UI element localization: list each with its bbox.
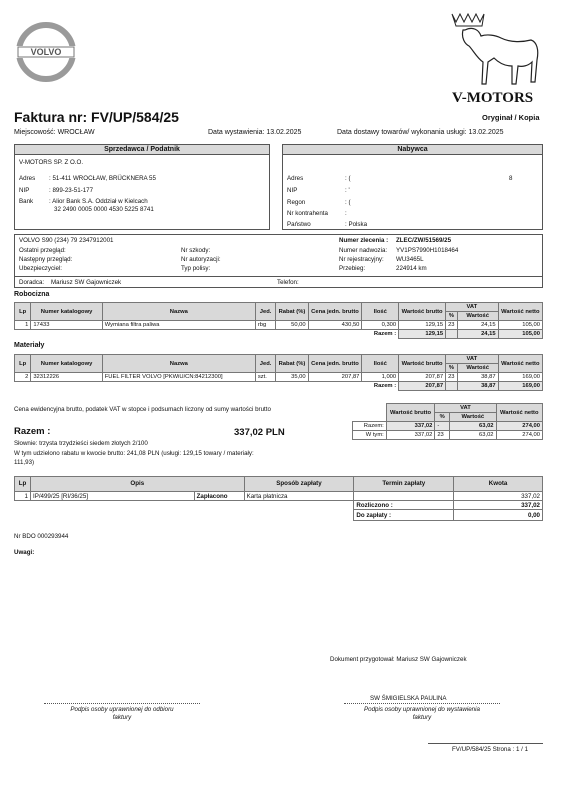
- invoice-title: Faktura nr: FV/UP/584/25: [14, 109, 179, 125]
- seller-addr: : 51-411 WROCŁAW, BRÜCKNERA 55: [49, 175, 156, 182]
- advisor-label: Doradca:: [19, 279, 45, 286]
- insurer: Ubezpieczyciel:: [19, 265, 62, 272]
- table-row: 1 17433 Wymiana filtra paliwa rbg 50,00 430,50 0,300 129,15 23 24,15 105,00: [15, 321, 543, 330]
- labour-section-title: Robocizna: [14, 291, 50, 298]
- total-amount: 337,02 PLN: [234, 427, 285, 438]
- svg-text:VOLVO: VOLVO: [30, 47, 62, 57]
- issuer-signature-label-2: faktury: [412, 714, 432, 721]
- recipient-signature-label-2: faktury: [112, 714, 132, 721]
- seller-addr-label: Adres: [19, 175, 36, 182]
- buyer-contractor: :: [345, 210, 347, 217]
- labour-table: Lp Numer katalogowy Nazwa Jed. Rabat (%) Cena jedn. brutto Ilość Wartość brutto VAT Wartość netto % Wartość 1 17433 Wymiana filtra paliwa rbg 50,00 430,50 0,300 129,15 23 24,15 105,00 Razem : 129,15 24,15 105,00: [14, 302, 543, 339]
- brand-name: V-MOTORS: [452, 90, 534, 106]
- table-row: Razem: 337,02 - 63,02 274,00: [353, 422, 543, 431]
- buyer-contractor-label: Nr kontrahenta: [287, 210, 328, 217]
- v-motors-logo: [440, 8, 550, 108]
- buyer-addr-label: Adres: [287, 175, 304, 182]
- seller-box: [14, 144, 270, 230]
- payment-table: Lp Opis Sposób zapłaty Termin zapłaty Kwota 1 IP/499/25 [RI/36/25] Zapłacono Karta płatnicza 337,02 Rozliczono : 337,02 Do zapłaty : 0,00: [14, 476, 543, 521]
- labour-sum-row: Razem : 129,15 24,15 105,00: [15, 330, 543, 339]
- buyer-box: [282, 144, 543, 230]
- seller-nip-label: NIP: [19, 187, 30, 194]
- table-row: 1 IP/499/25 [RI/36/25] Zapłacono Karta płatnicza 337,02: [15, 492, 543, 501]
- seller-account: 32 2490 0005 0000 4530 5225 8741: [54, 206, 154, 213]
- materials-sum-row: Razem : 207,87 38,87 169,00: [15, 382, 543, 391]
- seller-nip: : 899-23-51-177: [49, 187, 94, 194]
- buyer-nip: : ': [345, 187, 350, 194]
- page-number: FV/UP/584/25 Strona : 1 / 1: [452, 746, 529, 753]
- prepared-by: Dokument przygotował: Mariusz SW Gajowniczek: [330, 656, 467, 663]
- place-line: Miejscowość: WROCŁAW: [14, 129, 95, 136]
- phone-label: Telefon:: [277, 279, 299, 286]
- mileage-label: Przebieg:: [339, 265, 366, 272]
- mileage: 224914 km: [396, 265, 427, 272]
- due-row: Do zapłaty : 0,00: [15, 510, 543, 521]
- discount-line-2: 111,93): [14, 459, 35, 466]
- vehicle-model: VOLVO S90 (234) 79 2347912001: [19, 237, 114, 244]
- amount-in-words: Słownie: trzysta trzydzieści siedem złotych 2/100: [14, 440, 148, 447]
- table-row: W tym: 337,02 23 63,02 274,00: [353, 431, 543, 440]
- table-row: 2 32312226 FUEL FILTER VOLVO [PKWiU/CN:84212300] szt. 35,00 207,87 1,000 207,87 23 38,87 169,00: [15, 373, 543, 382]
- issue-date-line: Data wystawienia: 13.02.2025: [208, 129, 302, 136]
- recipient-signature-label: Podpis osoby uprawnionej do odbioru: [70, 706, 174, 713]
- settled-row: Rozliczono : 337,02: [15, 501, 543, 510]
- total-label: Razem :: [14, 426, 51, 437]
- original-copy-label: Oryginał / Kopia: [482, 113, 540, 122]
- advisor: Mariusz SW Gajowniczek: [51, 279, 122, 286]
- buyer-country: : Polska: [345, 221, 368, 228]
- vin: YV1PS7990H1018464: [396, 247, 459, 254]
- summary-note: Cena ewidencyjna brutto, podatek VAT w stopce i podsumach liczony od sumy wartości brutto: [14, 406, 271, 413]
- order-number: ZLEC/ZW/51569/25: [396, 237, 452, 244]
- vin-label: Numer nadwozia:: [339, 247, 388, 254]
- policy-type: Typ polisy:: [181, 265, 211, 272]
- buyer-country-label: Państwo: [287, 221, 311, 228]
- summary-table: Wartość brutto VAT Wartość netto % Wartość Razem: 337,02 - 63,02 274,00 W tym: 337,02 23 63,02 274,00: [352, 403, 543, 440]
- issuer-signature-label: Podpis osoby uprawnionej do wystawienia: [364, 706, 480, 713]
- buyer-addr-extra: 8: [509, 175, 513, 182]
- reg: WU3465L: [396, 256, 424, 263]
- signer-name: SW ŚMIGIELSKA PAULINA: [370, 695, 447, 702]
- materials-section-title: Materiały: [14, 342, 45, 349]
- discount-line: W tym udzielono rabatu w kwocie brutto: 241,08 PLN (usługi: 129,15 towary / materiały:: [14, 450, 254, 457]
- vehicle-box: [14, 234, 543, 288]
- volvo-logo: [12, 18, 80, 86]
- buyer-regon-label: Regon: [287, 199, 306, 206]
- auth-no: Nr autoryzacji:: [181, 256, 221, 263]
- remarks-label: Uwagi:: [14, 549, 35, 556]
- bdo-number: Nr BDO 000293944: [14, 533, 69, 540]
- buyer-addr: : (: [345, 175, 351, 182]
- seller-bank-label: Bank: [19, 198, 34, 205]
- seller-bank: : Alior Bank S.A. Oddział w Kielcach: [49, 198, 148, 205]
- reg-label: Nr rejestracyjny:: [339, 256, 384, 263]
- order-label: Numer zlecenia :: [339, 237, 389, 244]
- seller-name: V-MOTORS SP. Z O.O.: [19, 159, 84, 166]
- next-inspection: Następny przegląd:: [19, 256, 73, 263]
- materials-table: Lp Numer katalogowy Nazwa Jed. Rabat (%) Cena jedn. brutto Ilość Wartość brutto VAT Wartość netto % Wartość 2 32312226 FUEL FILTER VOLVO [PKWiU/CN:84212300] szt. 35,00 207,87 1,000 207,87 23 38,87 169,00 Razem : 207,87 38,87 169,00: [14, 354, 543, 391]
- claim-no: Nr szkody:: [181, 247, 211, 254]
- last-inspection: Ostatni przegląd:: [19, 247, 66, 254]
- buyer-header: Nabywca: [283, 145, 542, 155]
- seller-header: Sprzedawca / Podatnik: [15, 145, 269, 155]
- buyer-nip-label: NIP: [287, 187, 298, 194]
- buyer-regon: : (: [345, 199, 351, 206]
- delivery-date-line: Data dostawy towarów/ wykonania usługi: 13.02.2025: [337, 129, 504, 136]
